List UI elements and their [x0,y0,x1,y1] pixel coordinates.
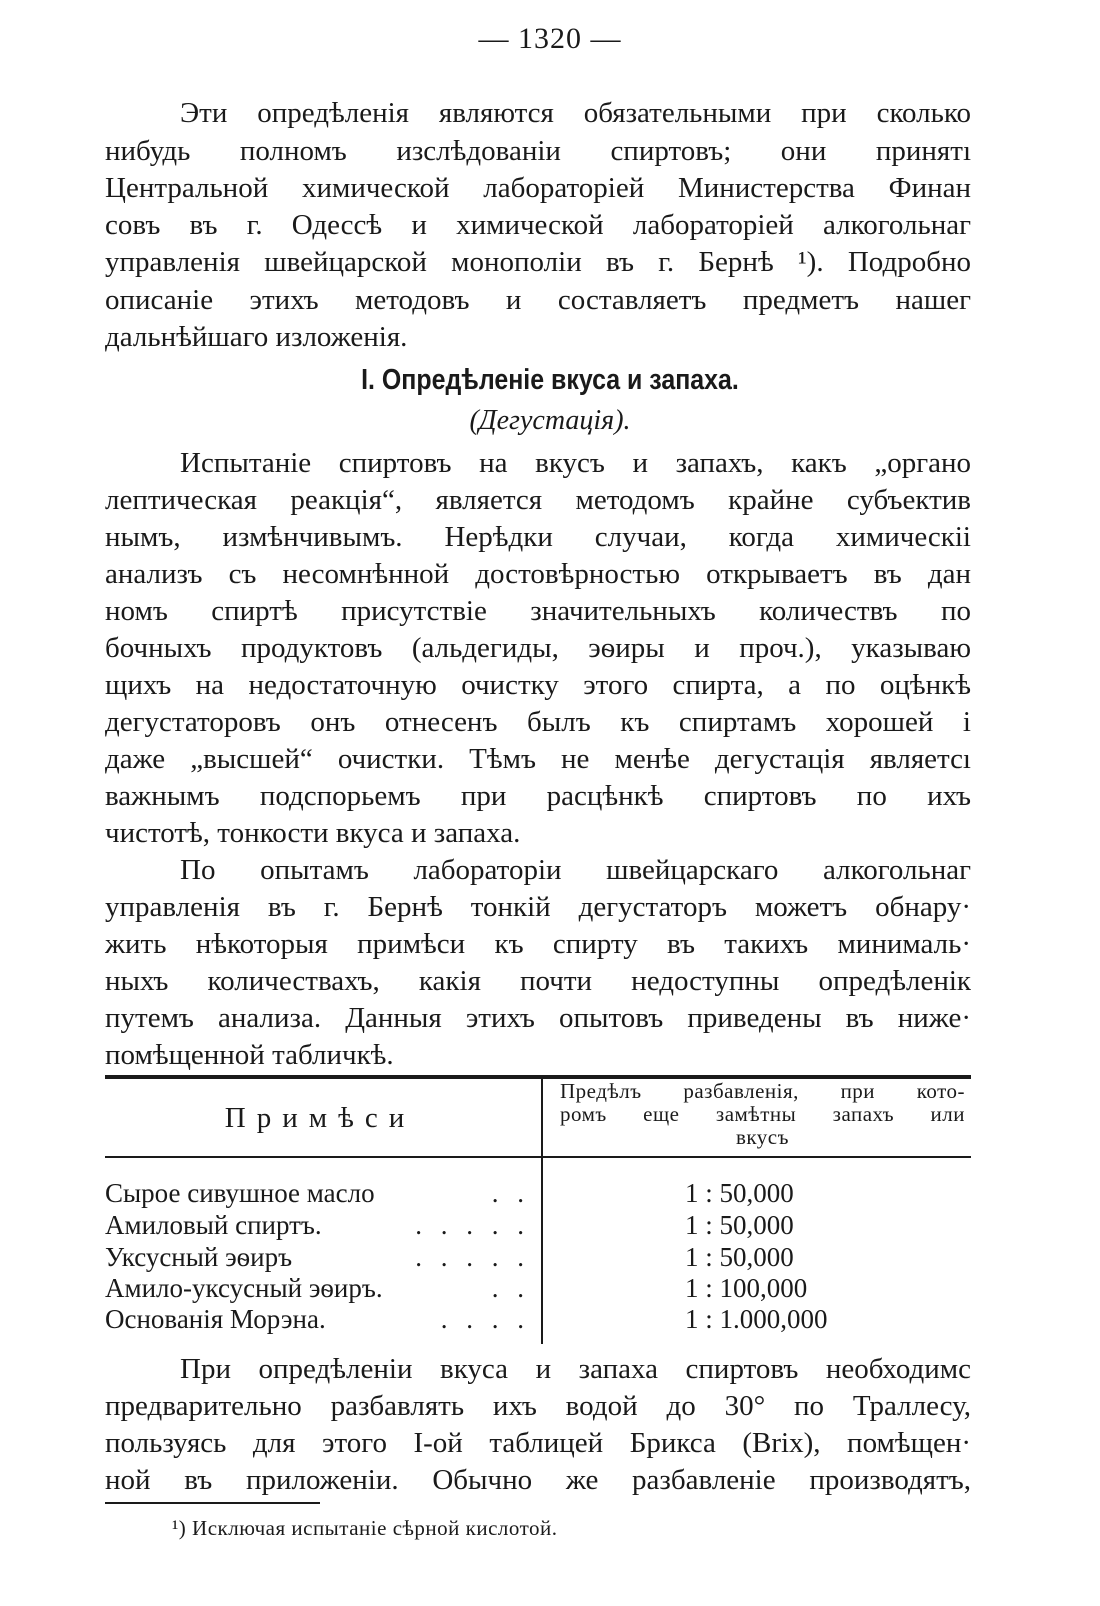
text-line: нымъ, измѣнчивымъ. Нерѣдки случаи, когда химическіі [105,521,971,553]
section-subheading: (Дегустація). [469,405,631,436]
substance-name: Амило-уксусный эѳиръ. [105,1273,383,1303]
leader-dots: . . [491,1273,530,1303]
text-line: совъ въ г. Одессѣ и химической лабораторіей алкогольнаг [105,209,971,241]
table-row [105,1241,971,1273]
table-row [105,1303,971,1335]
header-line: вкусъ [735,1125,789,1149]
footnote: ¹) Исключая испытаніе сѣрной кислотой. [172,1516,558,1540]
dilution-ratio: 1 : 50,000 [685,1178,794,1208]
table-row [105,1272,971,1304]
text-line: щихъ на недостаточную очистку этого спирта, а по оцѣнкѣ [105,669,971,701]
leader-dots: . . . . [440,1304,530,1334]
text-line: даже „высшей“ очистки. Тѣмъ не менѣе дегустація являетсı [105,743,971,775]
text-line: При опредѣленіи вкуса и запаха спиртовъ необходимс [180,1353,971,1385]
text-line: дальнѣйшаго изложенія. [105,321,408,353]
leader-dots: . . . . . [415,1242,530,1272]
substance-name: Основанія Морэна. [105,1304,326,1334]
text-line: Эти опредѣленія являются обязательными при сколько [180,97,971,129]
text-line: нибудь полномъ изслѣдованіи спиртовъ; они принятı [105,135,971,167]
text-line: Центральной химической лабораторіей Министерства Финан [105,172,971,204]
substance-name: Амиловый спиртъ. [105,1210,322,1240]
text-line: управленія швейцарской монополіи въ г. Бернѣ ¹). Подробно [105,246,971,278]
leader-dots: . . [491,1178,530,1208]
table-header-dilution-limit [560,1080,965,1149]
text-line: По опытамъ лабораторіи швейцарскаго алкогольнаг [180,854,971,886]
text-line: управленія въ г. Бернѣ тонкій дегустаторъ можетъ обнару· [105,891,971,923]
section-heading: I. Опредѣленіе вкуса и запаха. [361,364,739,396]
footnote-rule [105,1502,320,1504]
header-line: Предѣлъ разбавленія, при кото- [560,1079,965,1103]
text-line: описаніе этихъ методовъ и составляетъ предметъ нашег [105,284,971,316]
text-line: жить нѣкоторыя примѣси къ спирту въ такихъ минималь· [105,928,971,960]
header-line: ромъ еще замѣтны запахъ или [560,1102,965,1126]
text-line: ныхъ количествахъ, какія почти недоступны опредѣленік [105,965,971,997]
text-line: анализъ съ несомнѣнной достовѣрностью открываетъ въ дан [105,558,971,590]
text-line: лептическая реакція“, является методомъ крайне субъектив [105,484,971,516]
text-line: Испытаніе спиртовъ на вкусъ и запахъ, какъ „органо [180,447,971,479]
dilution-ratio: 1 : 1.000,000 [685,1304,828,1334]
text-line: помѣщенной табличкѣ. [105,1039,394,1071]
text-line: чистотѣ, тонкости вкуса и запаха. [105,817,521,849]
substance-name: Уксусный эѳиръ [105,1242,293,1272]
text-line: важнымъ подспорьемъ при расцѣнкѣ спиртовъ по ихъ [105,780,971,812]
table-row [105,1177,971,1209]
leader-dots: . . . . . [415,1210,530,1240]
text-line: путемъ анализа. Данныя этихъ опытовъ приведены въ ниже· [105,1002,971,1034]
text-line: пользуясь для этого I-ой таблицей Брикса (Brix), помѣщен· [105,1427,971,1459]
text-line: номъ спиртѣ присутствіе значительныхъ количествъ по [105,595,971,627]
page-number: — 1320 — [478,22,622,55]
text-line: ной въ приложеніи. Обычно же разбавленіе производятъ, [105,1464,971,1496]
text-line: дегустаторовъ онъ отнесенъ былъ къ спиртамъ хорошей і [105,706,971,738]
table-row [105,1209,971,1241]
dilution-ratio: 1 : 50,000 [685,1210,794,1240]
dilution-ratio: 1 : 100,000 [685,1273,808,1303]
substance-name: Сырое сивушное масло [105,1178,375,1208]
table-header-rule [105,1156,971,1158]
text-line: предварительно разбавлять ихъ водой до 30° по Траллесу, [105,1390,971,1422]
dilution-ratio: 1 : 50,000 [685,1242,794,1272]
text-line: бочныхъ продуктовъ (альдегиды, эѳиры и проч.), указываю [105,632,971,664]
table-header-substances: Примѣси [224,1102,416,1134]
